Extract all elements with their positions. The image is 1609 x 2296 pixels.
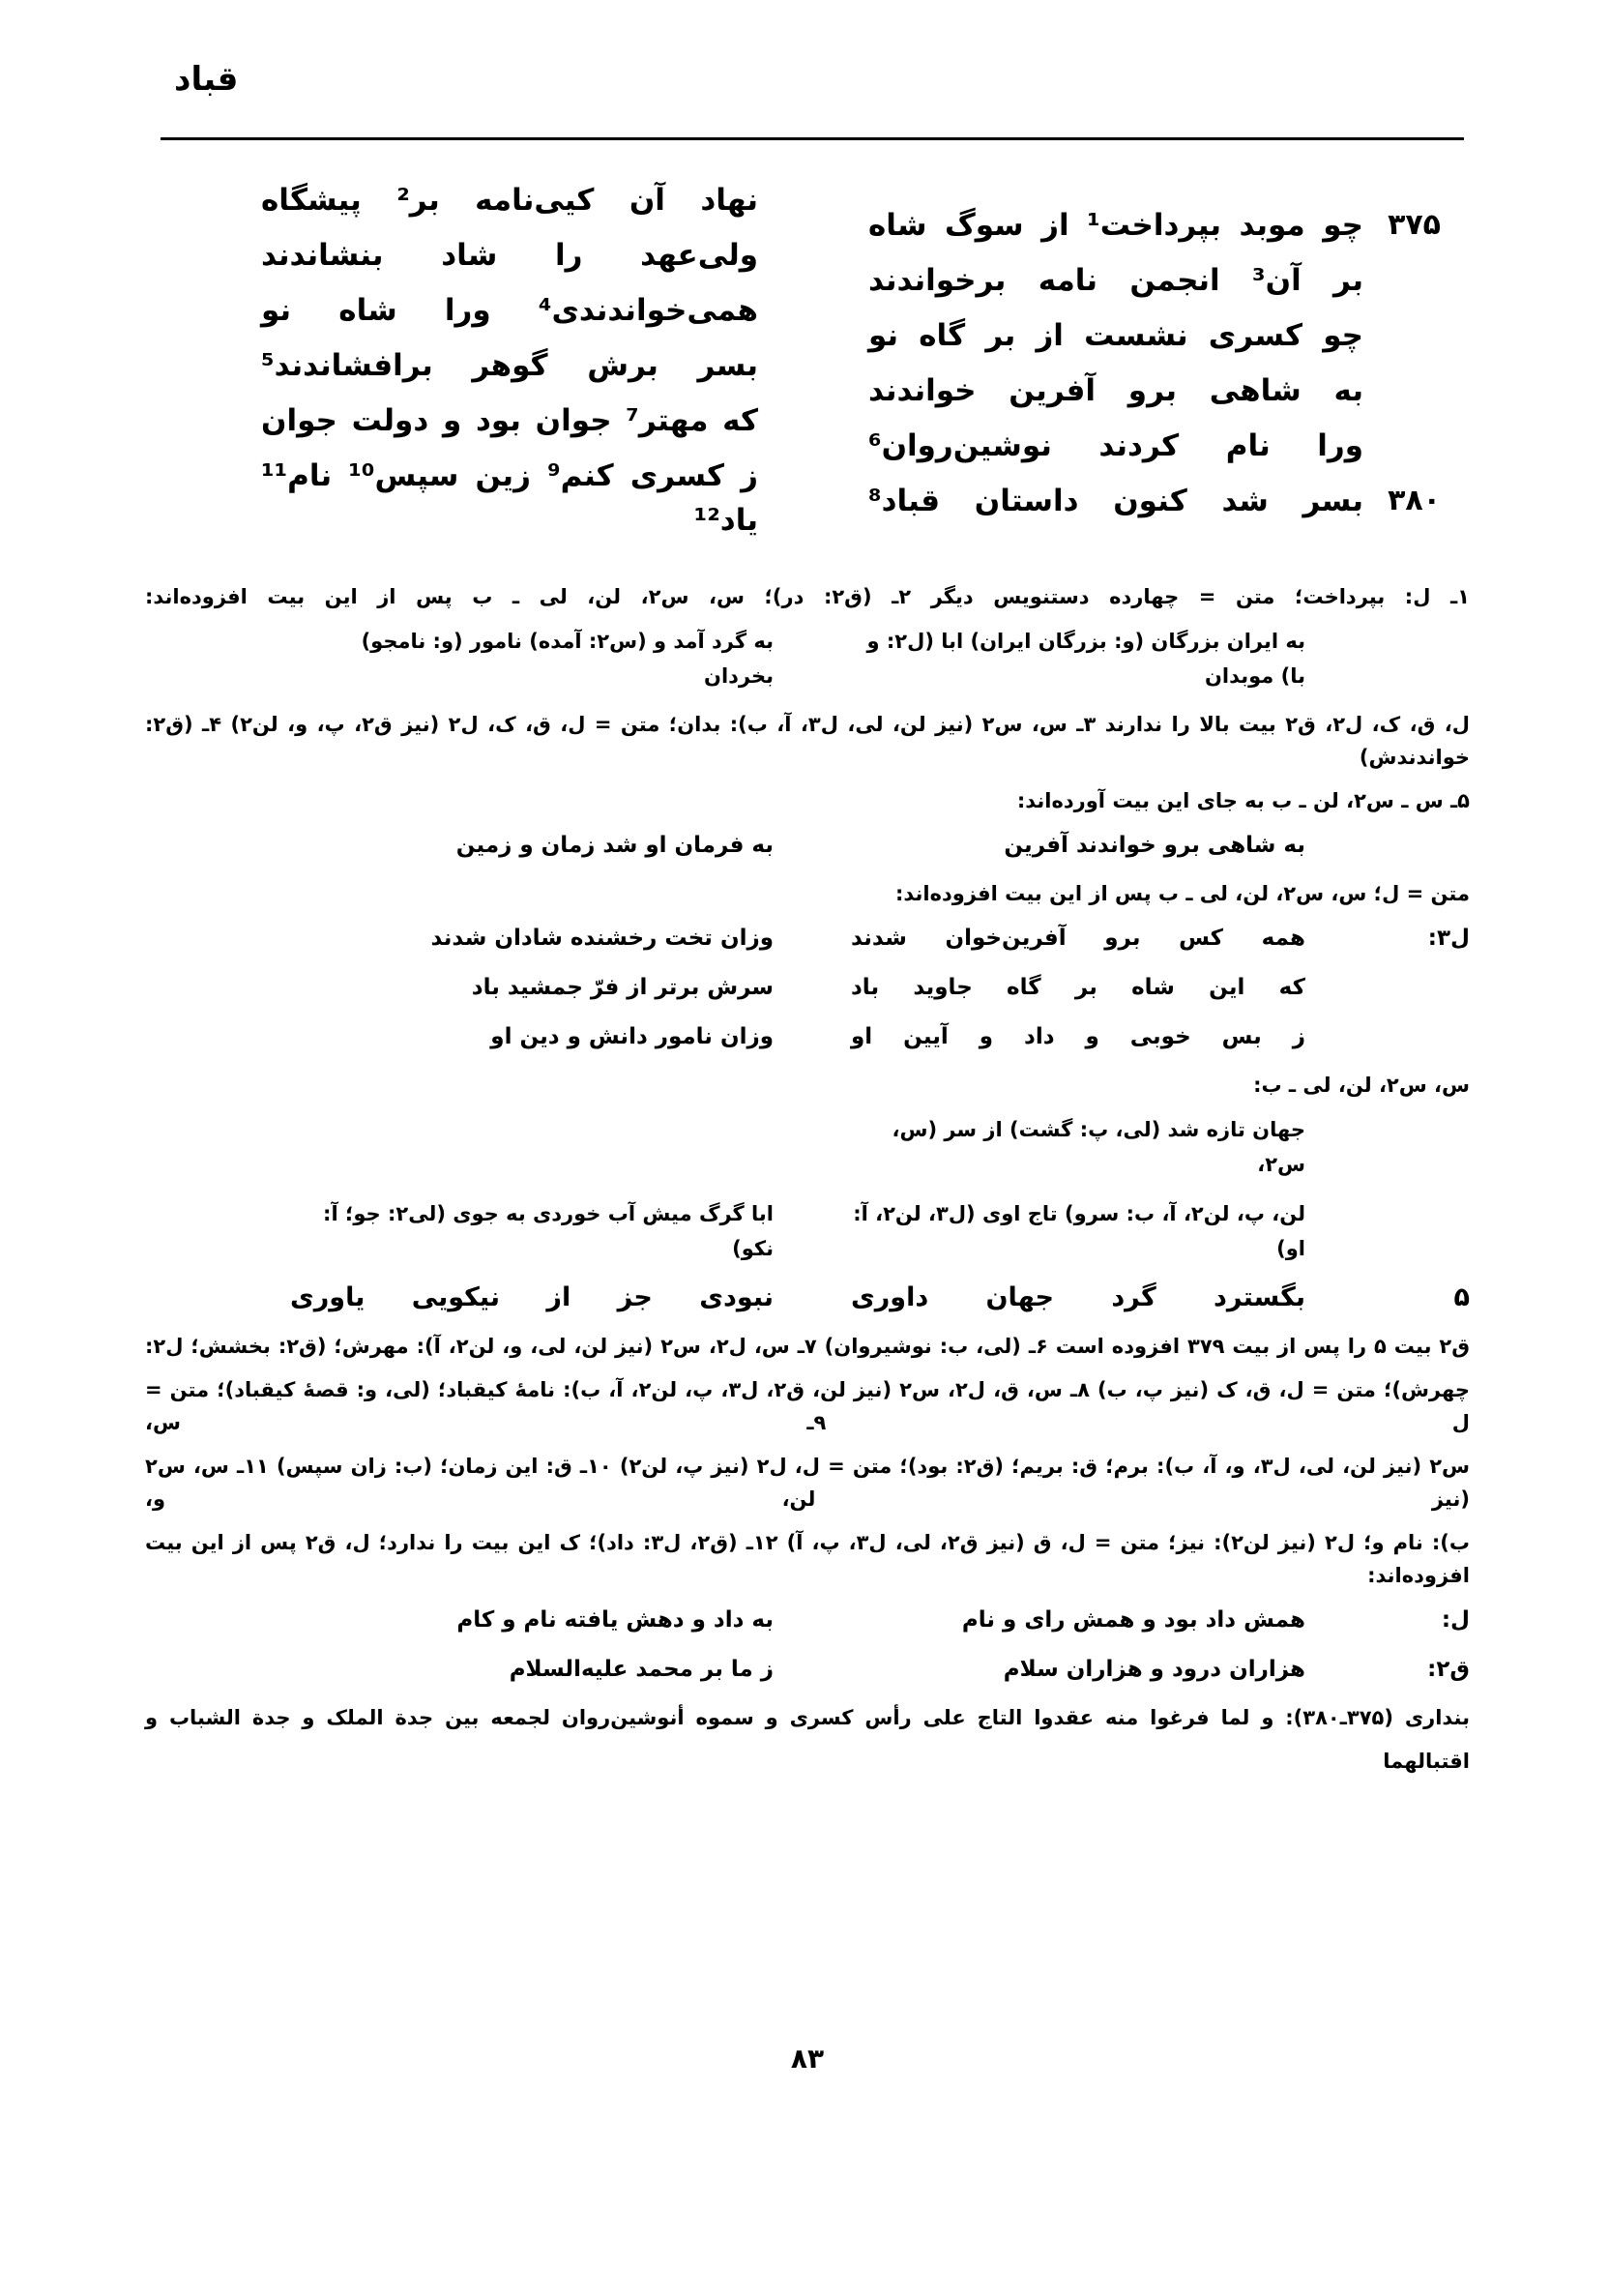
variant-right-hemistich: جهان تازه شد (لی، پ: گشت) از سر (س، س۲، — [892, 1118, 1305, 1176]
page-number: ۸۳ — [790, 2043, 825, 2075]
variant-left-hemistich: وزان تخت رخشنده شادان شدند — [430, 926, 774, 951]
verse-row — [261, 458, 1441, 568]
variant-couplet — [145, 970, 1470, 1005]
verse-right-hemistich: بسر شد کنون داستان قباد⁸ — [868, 484, 1363, 518]
variant-couplet — [145, 1112, 1470, 1182]
footnote-line: ب): نام و؛ ل۲ (نیز لن۲): نیز؛ متن = ل، ق (نیز ق۲، لی، ل۳، پ، آ) ۱۲ـ (ق۲، ل۳: داد)؛ ک این بیت را ندارد؛ ل، ق۲ پس از این بیت افزوده‌اند: — [145, 1531, 1470, 1587]
footnote-line: ل، ق، ک، ل۲، ق۲ بیت بالا را ندارند ۳ـ س، س۲ (نیز لن، لی، ل۳، آ، ب): بدان؛ متن = ل، ق، ک، ل۲ (نیز ق۲، پ، و، لن۲) ۴ـ (ق۲: خواندندش) — [145, 713, 1470, 769]
verse-left-hemistich: همی‌خواندندی⁴ ورا شاه نو — [261, 293, 758, 328]
verse-block — [261, 183, 1441, 568]
verse-number: ۳۸۰ — [1388, 484, 1441, 517]
variant-right-hemistich: همه کس برو آفرین‌خوان شدند — [851, 926, 1305, 951]
footnote-line: ۱ـ ل: بپرداخت؛ متن = چهارده دستنویس دیگر ۲ـ (ق۲: در)؛ س، س۲، لن، لی ـ ب پس از این بیت افزوده‌اند: — [145, 585, 1470, 608]
verse-left-hemistich: بسر برش گوهر برافشاندند⁵ — [261, 348, 758, 383]
verse-right-hemistich: به شاهی برو آفرین خواندند — [868, 373, 1363, 408]
footnote-line: س، س۲، لن، لی ـ ب: — [1253, 1074, 1470, 1097]
header-rule — [161, 137, 1464, 140]
variant-left-hemistich: به فرمان او شد زمان و زمین — [455, 833, 774, 858]
variant-couplet — [145, 1280, 1470, 1315]
manuscript-siglum: ل۳: — [1427, 926, 1470, 951]
variant-couplet — [145, 828, 1470, 863]
verse-right-hemistich: چو کسری نشست از بر گاه نو — [868, 318, 1363, 353]
manuscript-siglum: ق۲: — [1427, 1657, 1470, 1682]
verse-right-hemistich: بر آن³ انجمن نامه برخواندند — [868, 263, 1363, 298]
variant-couplet — [145, 1196, 1470, 1266]
verse-number: ۳۷۵ — [1388, 208, 1441, 242]
footnote-line: چهرش)؛ متن = ل، ق، ک (نیز پ، ب) ۸ـ س، ق، ل۲، س۲ (نیز لن، ق۲، ل۳، پ، لن۲، آ، ب): نامهٔ کیقباد؛ (لی، و: قصهٔ کیقباد)؛ متن = ل ۹ـ س، — [145, 1378, 1470, 1434]
verse-left-hemistich: ولی‌عهد را شاد بنشاندند — [261, 238, 758, 273]
variant-left-hemistich: به داد و دهش یافته نام و کام — [456, 1607, 774, 1633]
variant-couplet — [145, 1652, 1470, 1687]
verse-left-hemistich: که مهتر⁷ جوان بود و دولت جوان — [261, 403, 758, 438]
bondari-translation-line: بنداری (۳۷۵ـ۳۸۰): و لما فرغوا منه عقدوا التاج علی رأس کسری و سموه أنوشین‌روان لجمعه بین جدة الملک و جدة الشباب و — [145, 1706, 1470, 1729]
variant-right-hemistich: به شاهی برو خواندند آفرین — [1004, 833, 1305, 858]
footnote-line: ۵ـ س ـ س۲، لن ـ ب به جای این بیت آورده‌اند: — [1016, 789, 1470, 812]
variant-couplet — [145, 1603, 1470, 1637]
variant-right-hemistich: بگسترد گرد جهان داوری — [851, 1282, 1305, 1312]
verse-left-hemistich: نهاد آن کیی‌نامه بر² پیشگاه — [261, 183, 758, 218]
variant-left-hemistich: ابا گرگ میش آب خوردی به جوی (لی۲: جو؛ آ: نکو) — [323, 1202, 774, 1260]
variant-left-hemistich: سرش برتر از فرّ جمشید باد — [471, 975, 774, 1000]
variant-right-hemistich: به ایران بزرگان (و: بزرگان ایران) ابا (ل۲: و با) موبدان — [866, 630, 1305, 688]
footnotes — [145, 580, 1470, 1788]
variant-right-hemistich: لن، پ، لن۲، آ، ب: سرو) تاج اوی (ل۳، لن۲، آ: او) — [853, 1202, 1305, 1260]
footnote-line: ق۲ بیت ۵ را پس از بیت ۳۷۹ افزوده است ۶ـ (لی، ب: نوشیروان) ۷ـ س، ل۲، س۲ (نیز لن، لی، و، لن۲، آ): مهرش؛ (ق۲: بخشش؛ ل۲: — [145, 1335, 1471, 1358]
variant-couplet — [145, 624, 1470, 693]
footnote-line: س۲ (نیز لن، لی، ل۳، و، آ، ب): برم؛ ق: بریم؛ (ق۲: بود)؛ متن = ل، ل۲ (نیز پ، لن۲) ۱۰ـ ق: این زمان؛ (ب: زان سپس) ۱۱ـ س، س۲ (نیز لن، و، — [145, 1455, 1471, 1511]
bondari-translation-line: اقتبالهما — [1383, 1750, 1470, 1773]
variant-left-hemistich: ز ما بر محمد علیه‌السلام — [509, 1657, 774, 1682]
variant-couplet — [145, 921, 1470, 956]
variant-left-hemistich: وزان نامور دانش و دین او — [490, 1024, 774, 1049]
verse-right-hemistich: چو موبد بپرداخت¹ از سوگ شاه — [868, 208, 1363, 243]
manuscript-siglum: ل: — [1441, 1607, 1470, 1633]
variant-left-hemistich: نبودی جز از نیکویی یاوری — [290, 1282, 774, 1312]
variant-right-hemistich: ز بس خوبی و داد و آیین او — [851, 1024, 1305, 1049]
variant-right-hemistich: هزاران درود و هزاران سلام — [1003, 1657, 1305, 1682]
variant-left-hemistich: به گرد آمد و (س۲: آمده) نامور (و: نامجو) بخردان — [361, 630, 774, 688]
variant-right-hemistich: که این شاه بر گاه جاوید باد — [851, 975, 1305, 1000]
variant-right-hemistich: همش داد بود و همش رای و نام — [961, 1607, 1305, 1633]
running-header-title: قباد — [174, 60, 239, 99]
variant-couplet — [145, 1019, 1470, 1054]
footnote-line: متن = ل؛ س، س۲، لن، لی ـ ب پس از این بیت افزوده‌اند: — [894, 882, 1470, 905]
variant-number: ۵ — [1453, 1282, 1470, 1312]
verse-left-hemistich: ز کسری کنم⁹ زین سپس¹⁰ نام¹¹ یاد¹² — [261, 458, 759, 538]
verse-right-hemistich: ورا نام کردند نوشین‌روان⁶ — [868, 428, 1363, 463]
